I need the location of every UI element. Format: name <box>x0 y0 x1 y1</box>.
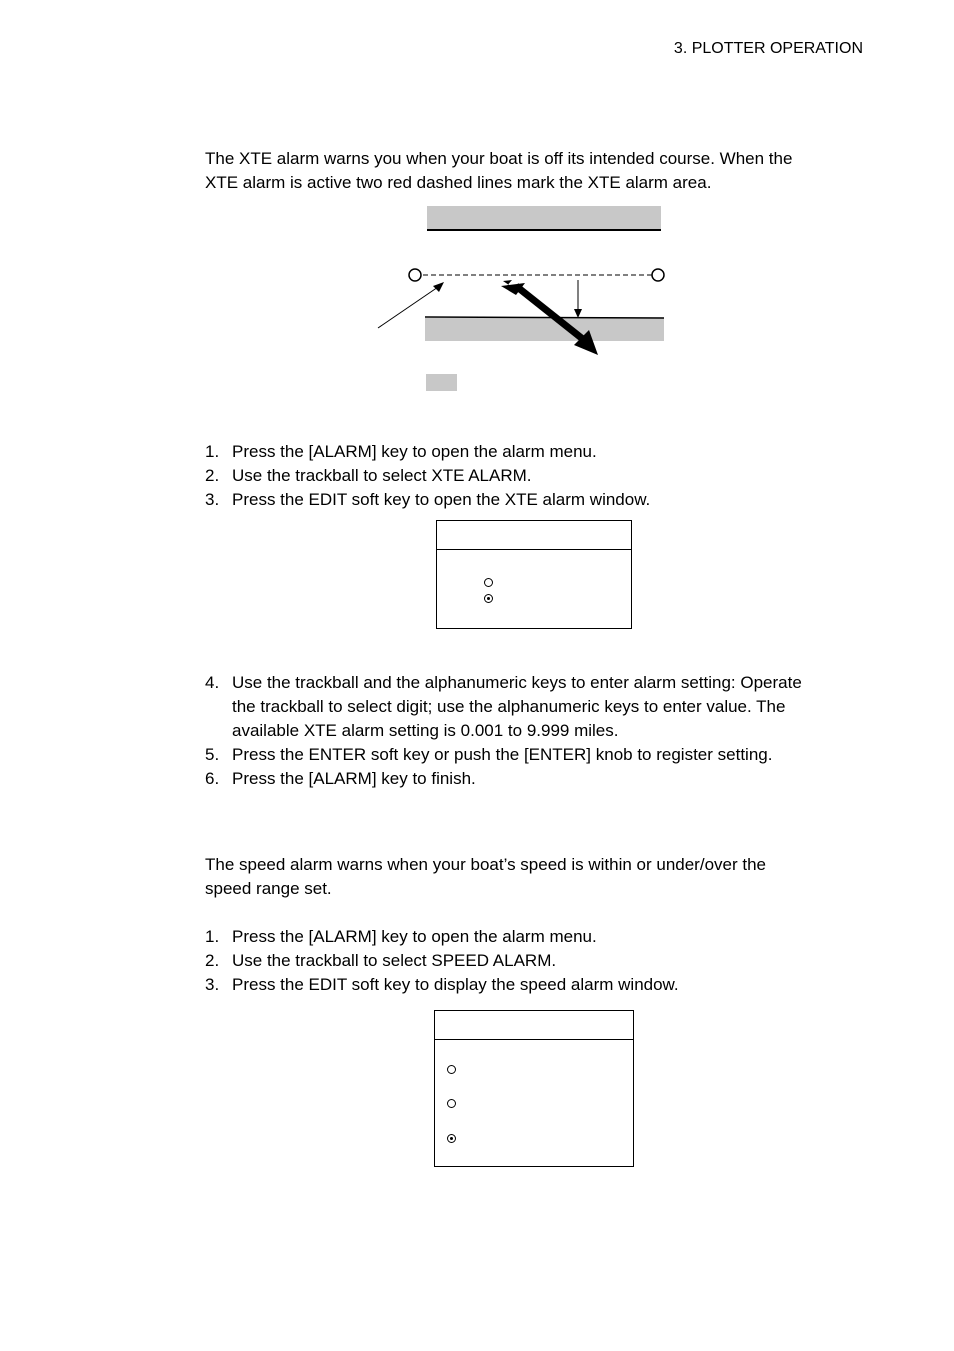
step-text: Use the trackball to select SPEED ALARM. <box>232 951 557 970</box>
running-head: 3. PLOTTER OPERATION <box>673 40 863 57</box>
xte-alarm-window-title-bar <box>437 521 631 550</box>
list-item <box>205 949 855 973</box>
speed-alarm-window <box>434 1010 634 1167</box>
step-text-line: available XTE alarm setting is 0.001 to 9.999 miles. <box>232 721 619 740</box>
xte-diagram <box>370 200 680 400</box>
xte-diagram-small-block <box>426 374 457 391</box>
xte-intro <box>205 147 855 195</box>
step-text: Use the trackball to select XTE ALARM. <box>232 466 532 485</box>
list-item <box>205 440 855 464</box>
step-number: 2. <box>205 466 220 485</box>
list-item <box>205 767 855 791</box>
step-number: 1. <box>205 927 220 946</box>
xte-alarm-window <box>436 520 632 629</box>
xte-steps-continued-list <box>205 671 855 791</box>
list-item <box>205 743 855 767</box>
step-text: Press the EDIT soft key to open the XTE alarm window. <box>232 490 651 509</box>
intended-course-line <box>425 317 664 318</box>
step-text-line: the trackball to select digit; use the alphanumeric keys to enter value. The <box>232 697 786 716</box>
step-number: 2. <box>205 951 220 970</box>
list-item <box>205 973 855 997</box>
step-text-line: Use the trackball and the alphanumeric keys to enter alarm setting: Operate <box>232 673 802 692</box>
step-number: 6. <box>205 769 220 788</box>
step-text: Press the [ALARM] key to open the alarm menu. <box>232 927 597 946</box>
xte-intro-line-1: The XTE alarm warns you when your boat is off its intended course. When the <box>205 149 793 168</box>
speed-steps-list <box>205 925 855 997</box>
speed-intro-line-2: speed range set. <box>205 879 332 898</box>
speed-option-radio-2[interactable] <box>447 1099 456 1108</box>
speed-intro <box>205 853 855 901</box>
step-text-line: Press the ENTER soft key or push the [ENTER] knob to register setting. <box>232 745 773 764</box>
destination-waypoint-icon <box>652 269 664 281</box>
xte-option-radio-on[interactable] <box>484 594 493 603</box>
list-item <box>205 464 855 488</box>
step-number: 3. <box>205 975 220 994</box>
xte-intro-line-2: XTE alarm is active two red dashed lines mark the XTE alarm area. <box>205 173 712 192</box>
step-number: 5. <box>205 745 220 764</box>
step-number: 3. <box>205 490 220 509</box>
step-text: Press the [ALARM] key to open the alarm menu. <box>232 442 597 461</box>
step-text-line: Press the [ALARM] key to finish. <box>232 769 476 788</box>
xte-diagram-course-band <box>425 318 664 341</box>
speed-option-radio-3[interactable] <box>447 1134 456 1143</box>
speed-intro-line-1: The speed alarm warns when your boat’s speed is within or under/over the <box>205 855 766 874</box>
list-item <box>205 925 855 949</box>
start-waypoint-icon <box>409 269 421 281</box>
speed-option-radio-1[interactable] <box>447 1065 456 1074</box>
list-item <box>205 488 855 512</box>
step-number: 1. <box>205 442 220 461</box>
xte-steps-list <box>205 440 855 512</box>
list-item <box>205 671 855 743</box>
step-number: 4. <box>205 673 220 692</box>
step-text: Press the EDIT soft key to display the speed alarm window. <box>232 975 679 994</box>
xte-diagram-down-arrowhead-icon <box>574 309 582 318</box>
speed-alarm-window-title-bar <box>435 1011 633 1040</box>
xte-diagram-leader-arrowhead-icon <box>433 282 444 292</box>
xte-diagram-top-band <box>427 206 661 229</box>
xte-option-radio-off[interactable] <box>484 578 493 587</box>
